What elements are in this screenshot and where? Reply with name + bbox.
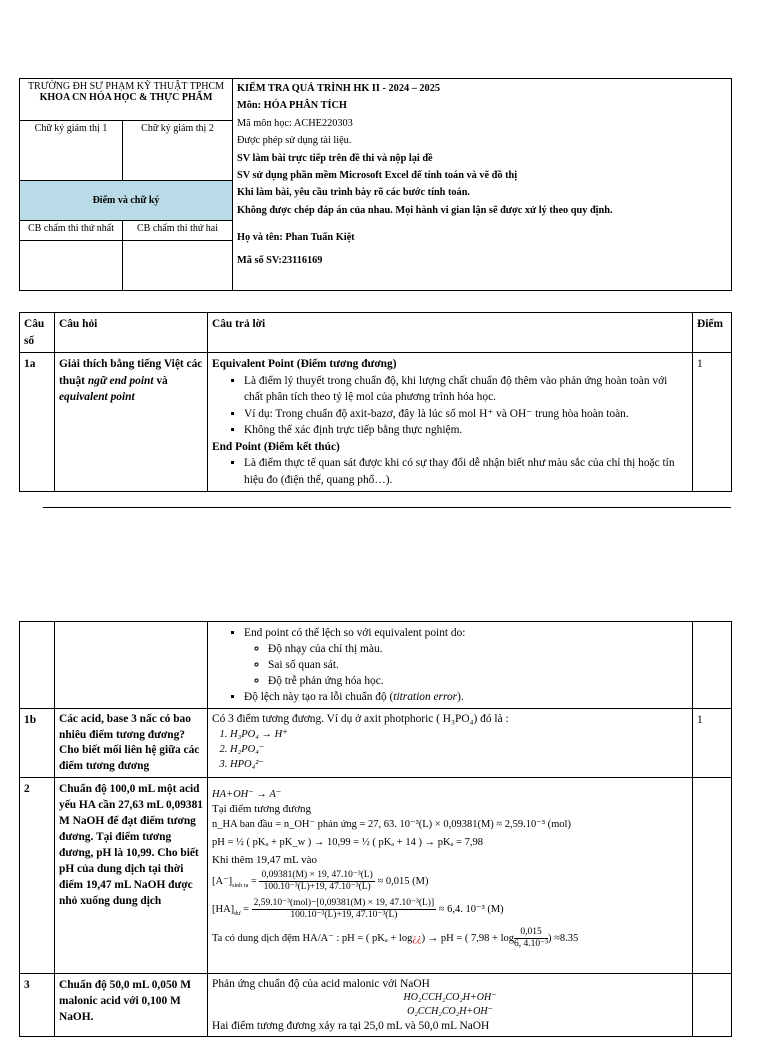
- q3-question: Chuẩn độ 50,0 mL 0,050 M malonic acid với 0,100 M NaOH.: [55, 974, 208, 1037]
- exam-title: KIỂM TRA QUÁ TRÌNH HK II - 2024 – 2025: [237, 83, 441, 94]
- deviation-cause-3: ◦ Độ trễ phản ứng hóa học.: [268, 673, 688, 689]
- q2-conc-ha-numerator: 2,59.10⁻³(mol)−[0,09381(M) × 19, 47.10⁻³(L)]: [253, 898, 435, 908]
- q2-conc-a: $[A^-]_{sinh ra}$ = $\frac{\text{0,09381(M) × 19, 47.10⁻³(L)}}{\text{100.10⁻³(L)+19, 47.10⁻³(L)}}$ ≈ 0,015 (M): [212, 870, 429, 892]
- q1b-reaction-2: 2. H₂PO₄⁻: [230, 742, 688, 757]
- rule-2: SV sử dụng phần mềm Microsoft Excel để tính toán và vẽ đồ thị: [237, 170, 518, 182]
- q1b-answer: [208, 709, 693, 778]
- grader-1-label: CB chấm thi thứ nhất: [20, 221, 123, 241]
- materials-note: Được phép sử dụng tài liệu.: [237, 135, 352, 147]
- exam-header-table: [19, 78, 732, 291]
- q2-conc-ha-fraction: [252, 898, 437, 921]
- student-name: Họ và tên: Phan Tuấn Kiệt: [237, 232, 355, 244]
- q3-reaction-1: HO₂CCH₂CO₂H+OH⁻: [403, 992, 497, 1003]
- q1b-reaction-1: 1. H₃PO₄ → H⁺: [230, 727, 688, 742]
- q1a-num: 1a: [20, 353, 55, 492]
- titration-error-bullet: [244, 689, 688, 705]
- q1b-reaction-3: 3. HPO₄²⁻: [230, 757, 688, 772]
- q1a-score: 1: [693, 353, 732, 492]
- q2-reaction: HA+OH⁻ → A⁻: [212, 789, 282, 800]
- page-break-line: [43, 507, 731, 508]
- q2-conc-ha-denominator: 100.10⁻³(L)+19, 47.10⁻³(L): [290, 910, 398, 920]
- eq-point-bullet-1: ▪ Là điểm lý thuyết trong chuẩn độ, khi lượng chất chuẩn độ thêm vào phản ứng hoàn toàn với chất phân tích theo tỷ lệ mol của phương trình hóa học.: [244, 373, 688, 406]
- student-id: Mã số SV:23116169: [237, 254, 323, 266]
- end-point-bullet-1: ▪ Là điểm thực tế quan sát được khi có sự thay đổi dễ nhận biết như màu sắc của chỉ thị hoặc tín hiệu đo (điện thế, quang phổ…).: [244, 455, 688, 488]
- q2-line-1: Tại điểm tương đương: [212, 803, 312, 815]
- q1a-term-equivalent-point: equivalent point: [59, 391, 135, 403]
- titration-error-term: titration error: [393, 691, 458, 703]
- q1a-question: [55, 353, 208, 492]
- answer-table-page-2: [19, 621, 732, 1037]
- q1a-question-text: Giải thích bằng tiếng Việt các thuật: [59, 358, 203, 387]
- q1a-answer-continued: [208, 622, 693, 709]
- q3-answer: [208, 974, 693, 1037]
- q1b-num: 1b: [20, 709, 55, 778]
- col-num-header: Câu số: [20, 313, 55, 353]
- q2-placeholder-glyph: ¿¿: [412, 932, 422, 944]
- deviation-cause-1: ◦ Độ nhạy của chỉ thị màu.: [268, 641, 688, 657]
- school-cell: [20, 79, 233, 121]
- q1a-term-end-point: ngữ end point: [87, 374, 154, 387]
- eq-point-title: Equivalent Point (Điểm tương đương): [212, 358, 397, 370]
- exam-info-cell: [233, 79, 732, 291]
- q2-ph-result: ) ≈8.35: [548, 932, 579, 944]
- answer-table-page-1: [19, 312, 732, 492]
- q2-line-5: [212, 927, 688, 950]
- q2-answer: [208, 778, 693, 974]
- col-score-header: Điểm: [693, 313, 732, 353]
- q2-num: 2: [20, 778, 55, 974]
- col-answer-header: Câu trả lời: [208, 313, 693, 353]
- end-point-title: End Point (Điểm kết thúc): [212, 440, 340, 453]
- q2-log-denominator: 6, 4.10⁻³: [514, 939, 548, 949]
- eq-point-bullet-2: ▪ Ví dụ: Trong chuẩn độ axit-bazơ, đây là lúc số mol H⁺ và OH⁻ trung hòa hoàn toàn.: [244, 406, 688, 423]
- proctor-1-signature: Chữ ký giám thị 1: [20, 121, 123, 181]
- titration-error-text: Độ lệch này tạo ra lỗi chuẩn độ (: [244, 691, 394, 703]
- q2-line-2: n_HA ban đầu = n_OH⁻ phản ứng = 27, 63. 10⁻³(L) × 0,09381(M) ≈ 2,59.10⁻³ (mol): [212, 819, 571, 830]
- q2-conc-ha-result: ≈ 6,4. 10⁻³ (M): [438, 903, 504, 915]
- grader-2-label: CB chấm thi thứ hai: [123, 221, 233, 241]
- subject: Môn: HÓA PHÂN TÍCH: [237, 100, 347, 112]
- q1a-question-and: và: [153, 374, 168, 387]
- q3-num: 3: [20, 974, 55, 1037]
- q1b-score: 1: [693, 709, 732, 778]
- q2-buffer-mid: ) → pH = ( 7,98 + log: [421, 932, 514, 944]
- eq-point-bullet-3: ▪ Không thể xác định trực tiếp bằng thực nghiệm.: [244, 422, 688, 439]
- q2-conc-ha: $[HA]_{dư}$ = $\frac{\text{2,59.10⁻³(mol)−[0,09381(M) × 19, 47.10⁻³(L)]}}{\text{100.10⁻³(L)+19, 47.10⁻³(L)}}$ ≈ 6,4. 10⁻³ (M): [212, 898, 504, 920]
- col-question-header: Câu hỏi: [55, 313, 208, 353]
- q2-buffer-text: Ta có dung dịch đệm HA/A⁻ : pH = ( pKₐ + log: [212, 932, 413, 944]
- rule-1: SV làm bài trực tiếp trên đề thi và nộp lại đề: [237, 152, 433, 164]
- rule-4: Không được chép đáp án của nhau. Mọi hành vi gian lận sẽ được xử lý theo quy định.: [237, 204, 613, 216]
- course-code: Mã môn học: ACHE220303: [237, 117, 353, 129]
- q3-reaction-2: O₂CCH₂CO₂H+OH⁻: [407, 1006, 493, 1017]
- deviation-cause-2: ◦ Sai số quan sát.: [268, 657, 688, 673]
- titration-error-close: ).: [457, 691, 464, 703]
- q2-conc-a-fraction: [259, 870, 374, 893]
- q2-conc-a-denominator: 100.10⁻³(L)+19, 47.10⁻³(L): [263, 882, 371, 892]
- grader-2-box: [123, 241, 233, 291]
- grader-1-box: [20, 241, 123, 291]
- q3-line-1: Phản ứng chuẩn độ của acid malonic với NaOH: [212, 978, 430, 990]
- q2-log-fraction: [514, 927, 548, 950]
- q2-conc-a-result: ≈ 0,015 (M): [377, 875, 429, 887]
- q1b-intro: Có 3 điểm tương đương. Ví dụ ở axit photphoric ( H₃PO₄) đó là :: [212, 713, 509, 725]
- school-name: TRƯỜNG ĐH SƯ PHẠM KỸ THUẬT TPHCM: [27, 81, 225, 92]
- q2-log-numerator: 0,015: [514, 927, 548, 939]
- q2-line-3: pH = ½ ( pKₐ + pK_w ) → 10,99 = ½ ( pKₐ + 14 ) → pKₐ = 7,98: [212, 837, 483, 848]
- q2-question: Chuẩn độ 100,0 mL một acid yếu HA cần 27,63 mL 0,09381 M NaOH để đạt điểm tương đương. Tại điểm tương đương, pH là 10,99. Cho biết pH của dung dịch tại thời điểm 19,47 mL NaOH được nhỏ xuống dung dịch: [55, 778, 208, 974]
- q3-line-2: Hai điểm tương đương xảy ra tại 25,0 mL và 50,0 mL NaOH: [212, 1020, 490, 1032]
- score-signature-label: Điểm và chữ ký: [20, 181, 233, 221]
- rule-3: Khi làm bài, yêu cầu trình bày rõ các bước tính toán.: [237, 187, 470, 199]
- q1a-answer: [208, 353, 693, 492]
- q2-line-4: Khi thêm 19,47 mL vào: [212, 854, 317, 866]
- q2-conc-a-numerator: 0,09381(M) × 19, 47.10⁻³(L): [261, 870, 373, 880]
- deviation-bullet: ▪ End point có thể lệch so với equivalent point do:: [244, 625, 688, 641]
- q1b-question: Các acid, base 3 nấc có bao nhiêu điểm tương đương? Cho biết mối liên hệ giữa các điểm tương đương: [55, 709, 208, 778]
- faculty-name: KHOA CN HÓA HỌC & THỰC PHẨM: [39, 92, 213, 103]
- proctor-2-signature: Chữ ký giám thị 2: [123, 121, 233, 181]
